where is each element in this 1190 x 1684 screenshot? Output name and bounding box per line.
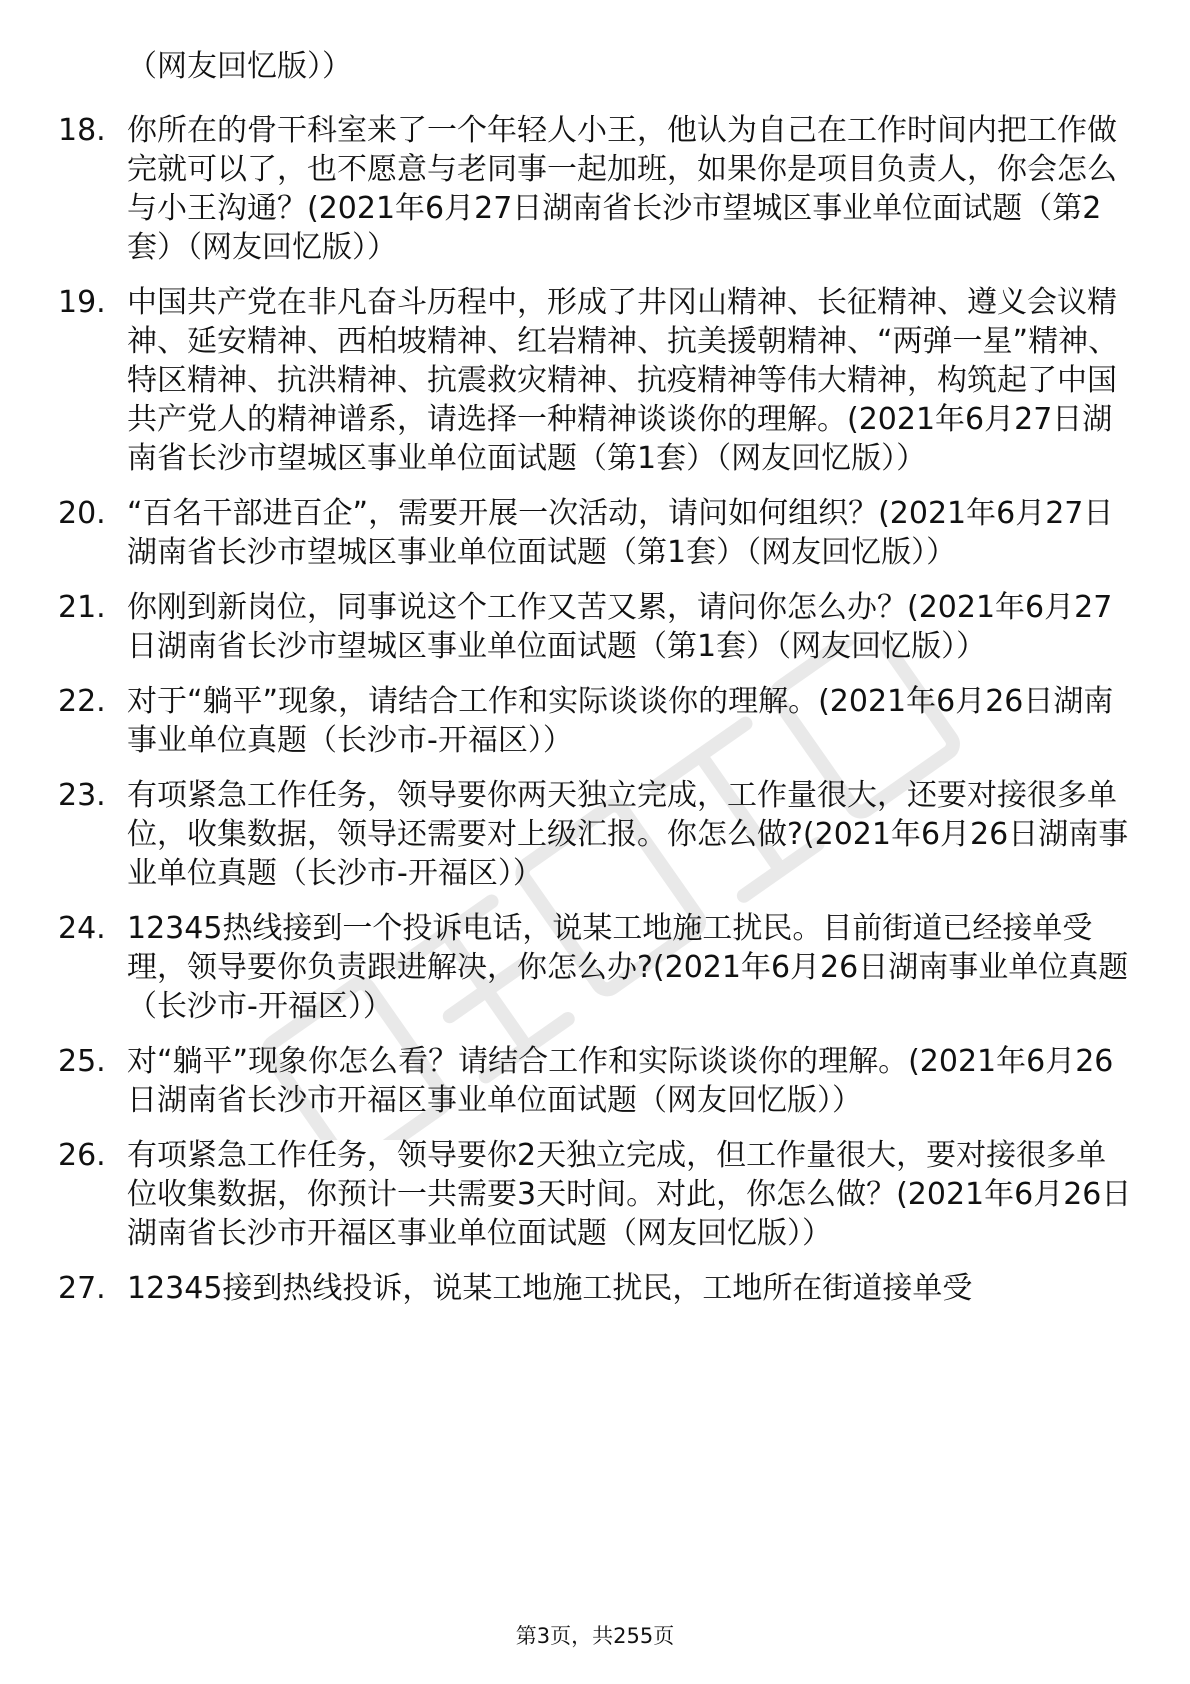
question-text: 12345热线接到一个投诉电话，说某工地施工扰民。目前街道已经接单受理，领导要你负责跟进解决，你怎么办?(2021年6月26日湖南事业单位真题（长沙市-开福区）） bbox=[127, 911, 1129, 1024]
question-text: 中国共产党在非凡奋斗历程中，形成了井冈山精神、长征精神、遵义会议精神、延安精神、西柏坡精神、红岩精神、抗美援朝精神、“两弹一星”精神、特区精神、抗洪精神、抗震救灾精神、抗疫精神等伟大精神，构筑起了中国共产党人的精神谱系，请选择一种精神谈谈你的理解。(2021年6月27日湖南省长沙市望城区事业单位面试题（第1套）（网友回忆版）） bbox=[127, 285, 1119, 476]
question-text: 12345接到热线投诉，说某工地施工扰民，工地所在街道接单受 bbox=[127, 1271, 973, 1306]
question-number: 27. bbox=[58, 1271, 106, 1306]
question-number: 21. bbox=[58, 590, 106, 625]
question-text: 对“躺平”现象你怎么看？请结合工作和实际谈谈你的理解。(2021年6月26日湖南省长沙市开福区事业单位面试题（网友回忆版）） bbox=[127, 1044, 1114, 1118]
question-item bbox=[58, 1136, 1138, 1253]
question-item bbox=[58, 1269, 1138, 1308]
question-number: 18. bbox=[58, 113, 106, 148]
question-number: 25. bbox=[58, 1044, 106, 1079]
question-number: 20. bbox=[58, 496, 106, 531]
question-item bbox=[58, 283, 1138, 478]
question-item bbox=[58, 682, 1138, 760]
question-item bbox=[58, 776, 1138, 893]
question-text: 有项紧急工作任务，领导要你两天独立完成，工作量很大，还要对接很多单位，收集数据，领导还需要对上级汇报。你怎么做?(2021年6月26日湖南事业单位真题（长沙市-开福区）） bbox=[127, 778, 1129, 891]
question-item bbox=[58, 111, 1138, 267]
question-item bbox=[58, 909, 1138, 1026]
question-text: “百名干部进百企”，需要开展一次活动，请问如何组织？(2021年6月27日湖南省长沙市望城区事业单位面试题（第1套）（网友回忆版）） bbox=[127, 496, 1114, 570]
question-text: 你所在的骨干科室来了一个年轻人小王，他认为自己在工作时间内把工作做完就可以了，也不愿意与老同事一起加班，如果你是项目负责人，你会怎么与小王沟通？(2021年6月27日湖南省长沙市望城区事业单位面试题（第2套）（网友回忆版）） bbox=[127, 113, 1117, 265]
question-number: 23. bbox=[58, 778, 106, 813]
question-item bbox=[58, 1042, 1138, 1120]
question-text: 对于“躺平”现象，请结合工作和实际谈谈你的理解。(2021年6月26日湖南事业单位真题（长沙市-开福区）） bbox=[127, 684, 1114, 758]
question-item bbox=[58, 588, 1138, 666]
question-text: 你刚到新岗位，同事说这个工作又苦又累，请问你怎么办？(2021年6月27日湖南省长沙市望城区事业单位面试题（第1套）（网友回忆版）） bbox=[127, 590, 1113, 664]
question-number: 26. bbox=[58, 1138, 106, 1173]
question-number: 24. bbox=[58, 911, 106, 946]
question-list bbox=[58, 111, 1138, 1324]
page-footer: 第3页，共255页 bbox=[515, 1624, 675, 1648]
question-item bbox=[58, 494, 1138, 572]
question-number: 22. bbox=[58, 684, 106, 719]
continued-text: （网友回忆版）） bbox=[127, 49, 352, 84]
question-text: 有项紧急工作任务，领导要你2天独立完成，但工作量很大，要对接很多单位收集数据，你预计一共需要3天时间。对此，你怎么做？(2021年6月26日湖南省长沙市开福区事业单位面试题（网友回忆版）） bbox=[127, 1138, 1132, 1251]
question-number: 19. bbox=[58, 285, 106, 320]
